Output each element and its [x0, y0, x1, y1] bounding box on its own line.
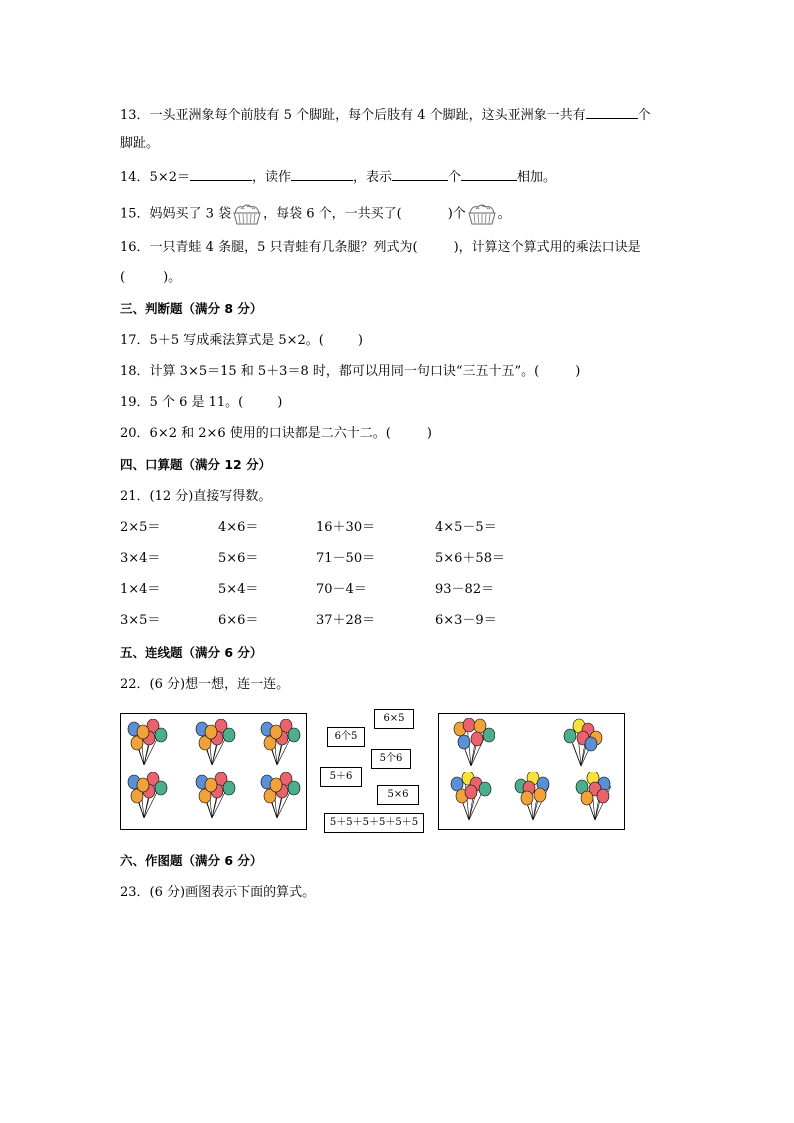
q14-blank-count[interactable] — [392, 167, 448, 181]
question-16 — [120, 240, 641, 256]
q15-text-b: ，每袋 6 个，一共买了( — [263, 206, 402, 222]
section-4-title: 四、口算题（满分 12 分） — [120, 457, 272, 472]
question-19 — [120, 395, 282, 411]
calc-item: 5×6＋58＝ — [435, 551, 505, 566]
q16-paren-close: )。 — [163, 270, 182, 285]
q18-text: 18．计算 3×5＝15 和 5＋3＝8 时，都可以用同一句口诀“三五十五”。( — [120, 364, 540, 379]
calc-item: 6×6＝ — [218, 613, 259, 628]
q13-unit: 个 — [637, 108, 651, 123]
q13-answer-blank[interactable] — [586, 105, 638, 119]
question-17 — [120, 333, 363, 349]
calc-item: 16＋30＝ — [316, 520, 376, 535]
balloon-bunch-icon — [511, 772, 557, 822]
balloon-bunch-icon — [559, 718, 605, 768]
calc-item: 5×6＝ — [218, 551, 259, 566]
balloon-bunch-icon — [449, 718, 495, 768]
q15-text-c: )个 — [447, 206, 466, 222]
calc-item: 3×4＝ — [120, 551, 161, 566]
balloon-bunch-icon — [192, 772, 236, 820]
q14-blank-number[interactable] — [461, 167, 517, 181]
expr-tag-5plus6[interactable]: 5＋6 — [320, 767, 362, 787]
calc-item: 93－82＝ — [435, 582, 495, 597]
calc-item: 2×5＝ — [120, 520, 161, 535]
question-23-title: 23．(6 分)画图表示下面的算式。 — [120, 885, 316, 900]
expr-tag-5x6[interactable]: 5×6 — [377, 785, 419, 805]
question-18 — [120, 364, 580, 380]
question-13-cont — [120, 136, 159, 152]
balloon-bunch-icon — [257, 772, 301, 820]
balloon-bunch-icon — [192, 719, 236, 767]
question-20 — [120, 426, 432, 442]
q18-paren: ) — [575, 364, 581, 379]
calc-item: 37＋28＝ — [316, 613, 376, 628]
question-15 — [120, 203, 511, 225]
calc-item: 6×3－9＝ — [435, 613, 497, 628]
q19-paren: ) — [277, 395, 283, 410]
expr-tag-6x5[interactable]: 6×5 — [374, 709, 414, 729]
balloon-bunch-icon — [447, 772, 493, 822]
q14-blank-read[interactable] — [291, 167, 353, 181]
calc-item: 1×4＝ — [120, 582, 161, 597]
question-22-title: 22．(6 分)想一想，连一连。 — [120, 677, 290, 692]
calc-item: 70－4＝ — [316, 582, 367, 597]
cupcake-icon — [466, 203, 498, 225]
balloon-bunch-icon — [573, 772, 619, 822]
calc-item: 5×4＝ — [218, 582, 259, 597]
q13-text-cont: 脚趾。 — [120, 136, 160, 151]
calc-item: 4×5－5＝ — [435, 520, 497, 535]
q14-text-a: 14．5×2＝ — [120, 170, 190, 185]
q20-text: 20．6×2 和 2×6 使用的口诀都是二六十二。( — [120, 426, 391, 441]
q16-text-b: )，计算这个算式用的乘法口诀是 — [453, 240, 641, 255]
q13-text: 13．一头亚洲象每个前肢有 5 个脚趾，每个后肢有 4 个脚趾，这头亚洲象一共有 — [120, 108, 586, 123]
section-6-title: 六、作图题（满分 6 分） — [120, 853, 263, 868]
q17-text: 17．5＋5 写成乘法算式是 5×2。( — [120, 333, 324, 348]
expr-tag-5plus5x6[interactable]: 5＋5＋5＋5＋5＋5 — [324, 813, 424, 833]
cupcake-icon — [231, 203, 263, 225]
question-14 — [120, 167, 556, 186]
balloon-bunch-icon — [124, 772, 168, 820]
balloon-picture-left[interactable] — [120, 713, 307, 830]
q15-text-a: 15．妈妈买了 3 袋 — [120, 206, 232, 222]
calc-item: 3×5＝ — [120, 613, 161, 628]
calc-item: 4×6＝ — [218, 520, 259, 535]
section-3-title: 三、判断题（满分 8 分） — [120, 301, 263, 316]
balloon-bunch-icon — [257, 719, 301, 767]
q14-blank-result[interactable] — [190, 167, 252, 181]
q14-text-b: ，读作 — [251, 170, 291, 185]
calc-item: 71－50＝ — [316, 551, 376, 566]
q14-text-d: 个 — [448, 170, 462, 185]
question-16-cont — [120, 270, 181, 286]
q19-text: 19．5 个 6 是 11。( — [120, 395, 244, 410]
expr-tag-5ge6[interactable]: 5个6 — [371, 749, 411, 769]
balloon-picture-right[interactable] — [438, 713, 625, 830]
q14-text-c: ，表示 — [353, 170, 393, 185]
section-5-title: 五、连线题（满分 6 分） — [120, 645, 263, 660]
q16-text-a: 16．一只青蛙 4 条腿，5 只青蛙有几条腿？列式为( — [120, 240, 418, 255]
balloon-bunch-icon — [124, 719, 168, 767]
question-13 — [120, 105, 651, 124]
q15-text-d: 。 — [497, 206, 511, 222]
question-21-title: 21．(12 分)直接写得数。 — [120, 489, 272, 504]
q20-paren: ) — [426, 426, 432, 441]
expr-tag-6ge5[interactable]: 6个5 — [327, 727, 365, 747]
q16-paren-open: ( — [120, 270, 126, 285]
q17-paren: ) — [357, 333, 363, 348]
q14-text-e: 相加。 — [517, 170, 557, 185]
